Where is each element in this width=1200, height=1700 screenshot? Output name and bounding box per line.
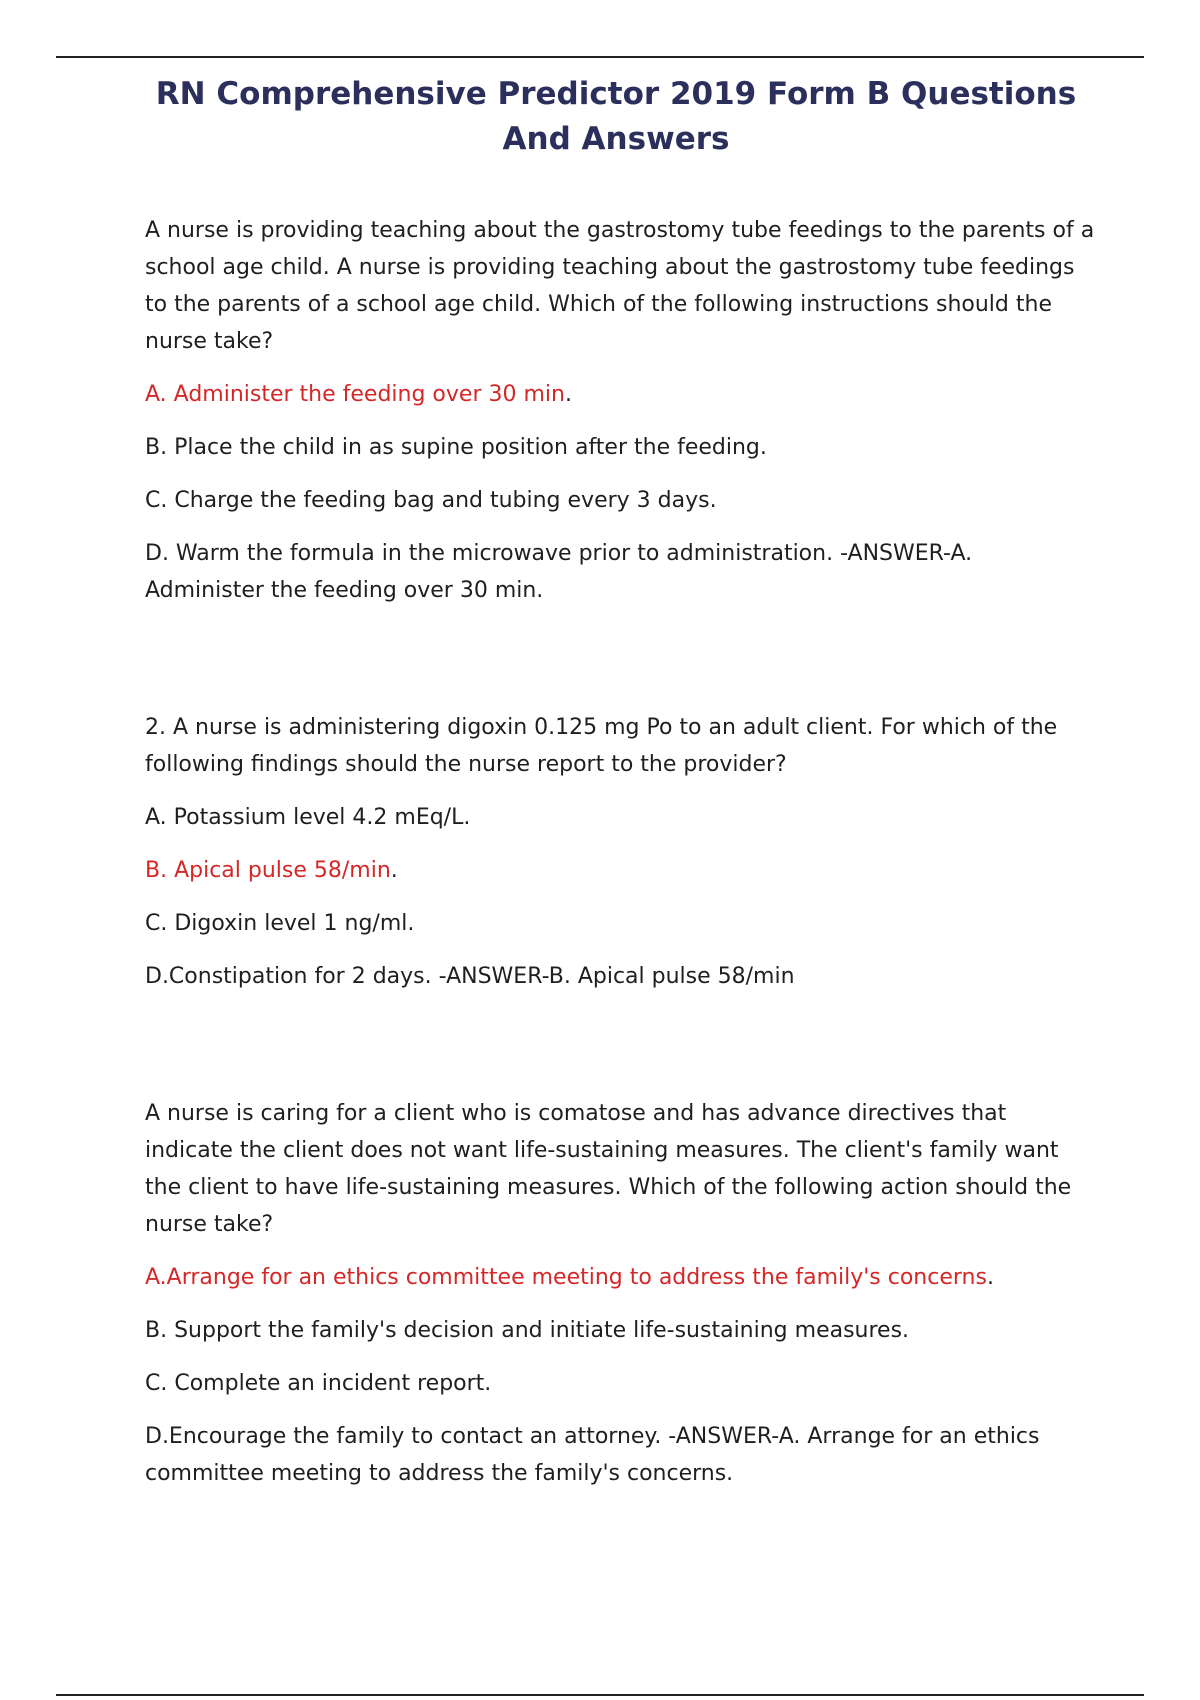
option-text: B. Apical pulse 58/min: [145, 858, 391, 883]
option-suffix: .: [986, 1265, 994, 1290]
option-text: A. Potassium level 4.2 mEq/L.: [145, 805, 471, 830]
question-stem: A nurse is providing teaching about the gastrostomy tube feedings to the parents of a school age child. A nurse is providing teaching about the gastrostomy tube feedings to the parents of a school age child. Which of the following instructions should the nurse take?: [145, 218, 1095, 354]
option-text: D.Constipation for 2 days. -ANSWER-B. Apical pulse 58/min: [145, 964, 795, 989]
question-stem: A nurse is caring for a client who is comatose and has advance directives that indicate the client does not want life-sustaining measures. The client's family want the client to have life-sustaining measures. Which of the following action should the nurse take?: [145, 1101, 1072, 1237]
question-stem: 2. A nurse is administering digoxin 0.125 mg Po to an adult client. For which of the following findings should the nurse report to the provider?: [145, 715, 1058, 777]
option-text: A. Administer the feeding over 30 min: [145, 382, 565, 407]
option-text: C. Charge the feeding bag and tubing every 3 days.: [145, 488, 717, 513]
question-2: [145, 709, 1095, 995]
answer-option-with-key: [145, 1418, 1095, 1492]
answer-option-with-key: [145, 958, 1095, 995]
top-divider: [56, 56, 1144, 58]
option-text: D.Encourage the family to contact an attorney. -ANSWER-A. Arrange for an ethics committee meeting to address the family's concerns.: [145, 1424, 1040, 1486]
answer-option: [145, 482, 1095, 519]
option-text: B. Place the child in as supine position after the feeding.: [145, 435, 767, 460]
option-text: C. Complete an incident report.: [145, 1371, 492, 1396]
answer-option: [145, 429, 1095, 466]
option-suffix: .: [564, 382, 572, 407]
option-text: D. Warm the formula in the microwave prior to administration. -ANSWER-A. Administer the feeding over 30 min.: [145, 541, 973, 603]
option-suffix: .: [390, 858, 398, 883]
answer-option: [145, 799, 1095, 836]
answer-option-correct: [145, 376, 1095, 413]
page-title: RN Comprehensive Predictor 2019 Form B Questions And Answers: [155, 76, 1077, 157]
answer-option-correct: [145, 852, 1095, 889]
answer-option-correct: [145, 1259, 1095, 1296]
option-text: A.Arrange for an ethics committee meeting to address the family's concerns: [145, 1265, 987, 1290]
answer-option: [145, 1365, 1095, 1402]
question-list: [145, 212, 1095, 1492]
answer-option: [145, 905, 1095, 942]
option-text: C. Digoxin level 1 ng/ml.: [145, 911, 415, 936]
answer-option: [145, 1312, 1095, 1349]
question-1: [145, 212, 1095, 609]
option-text: B. Support the family's decision and initiate life-sustaining measures.: [145, 1318, 910, 1343]
bottom-divider: [56, 1694, 1144, 1696]
answer-option-with-key: [145, 535, 1095, 609]
question-3: [145, 1095, 1095, 1492]
